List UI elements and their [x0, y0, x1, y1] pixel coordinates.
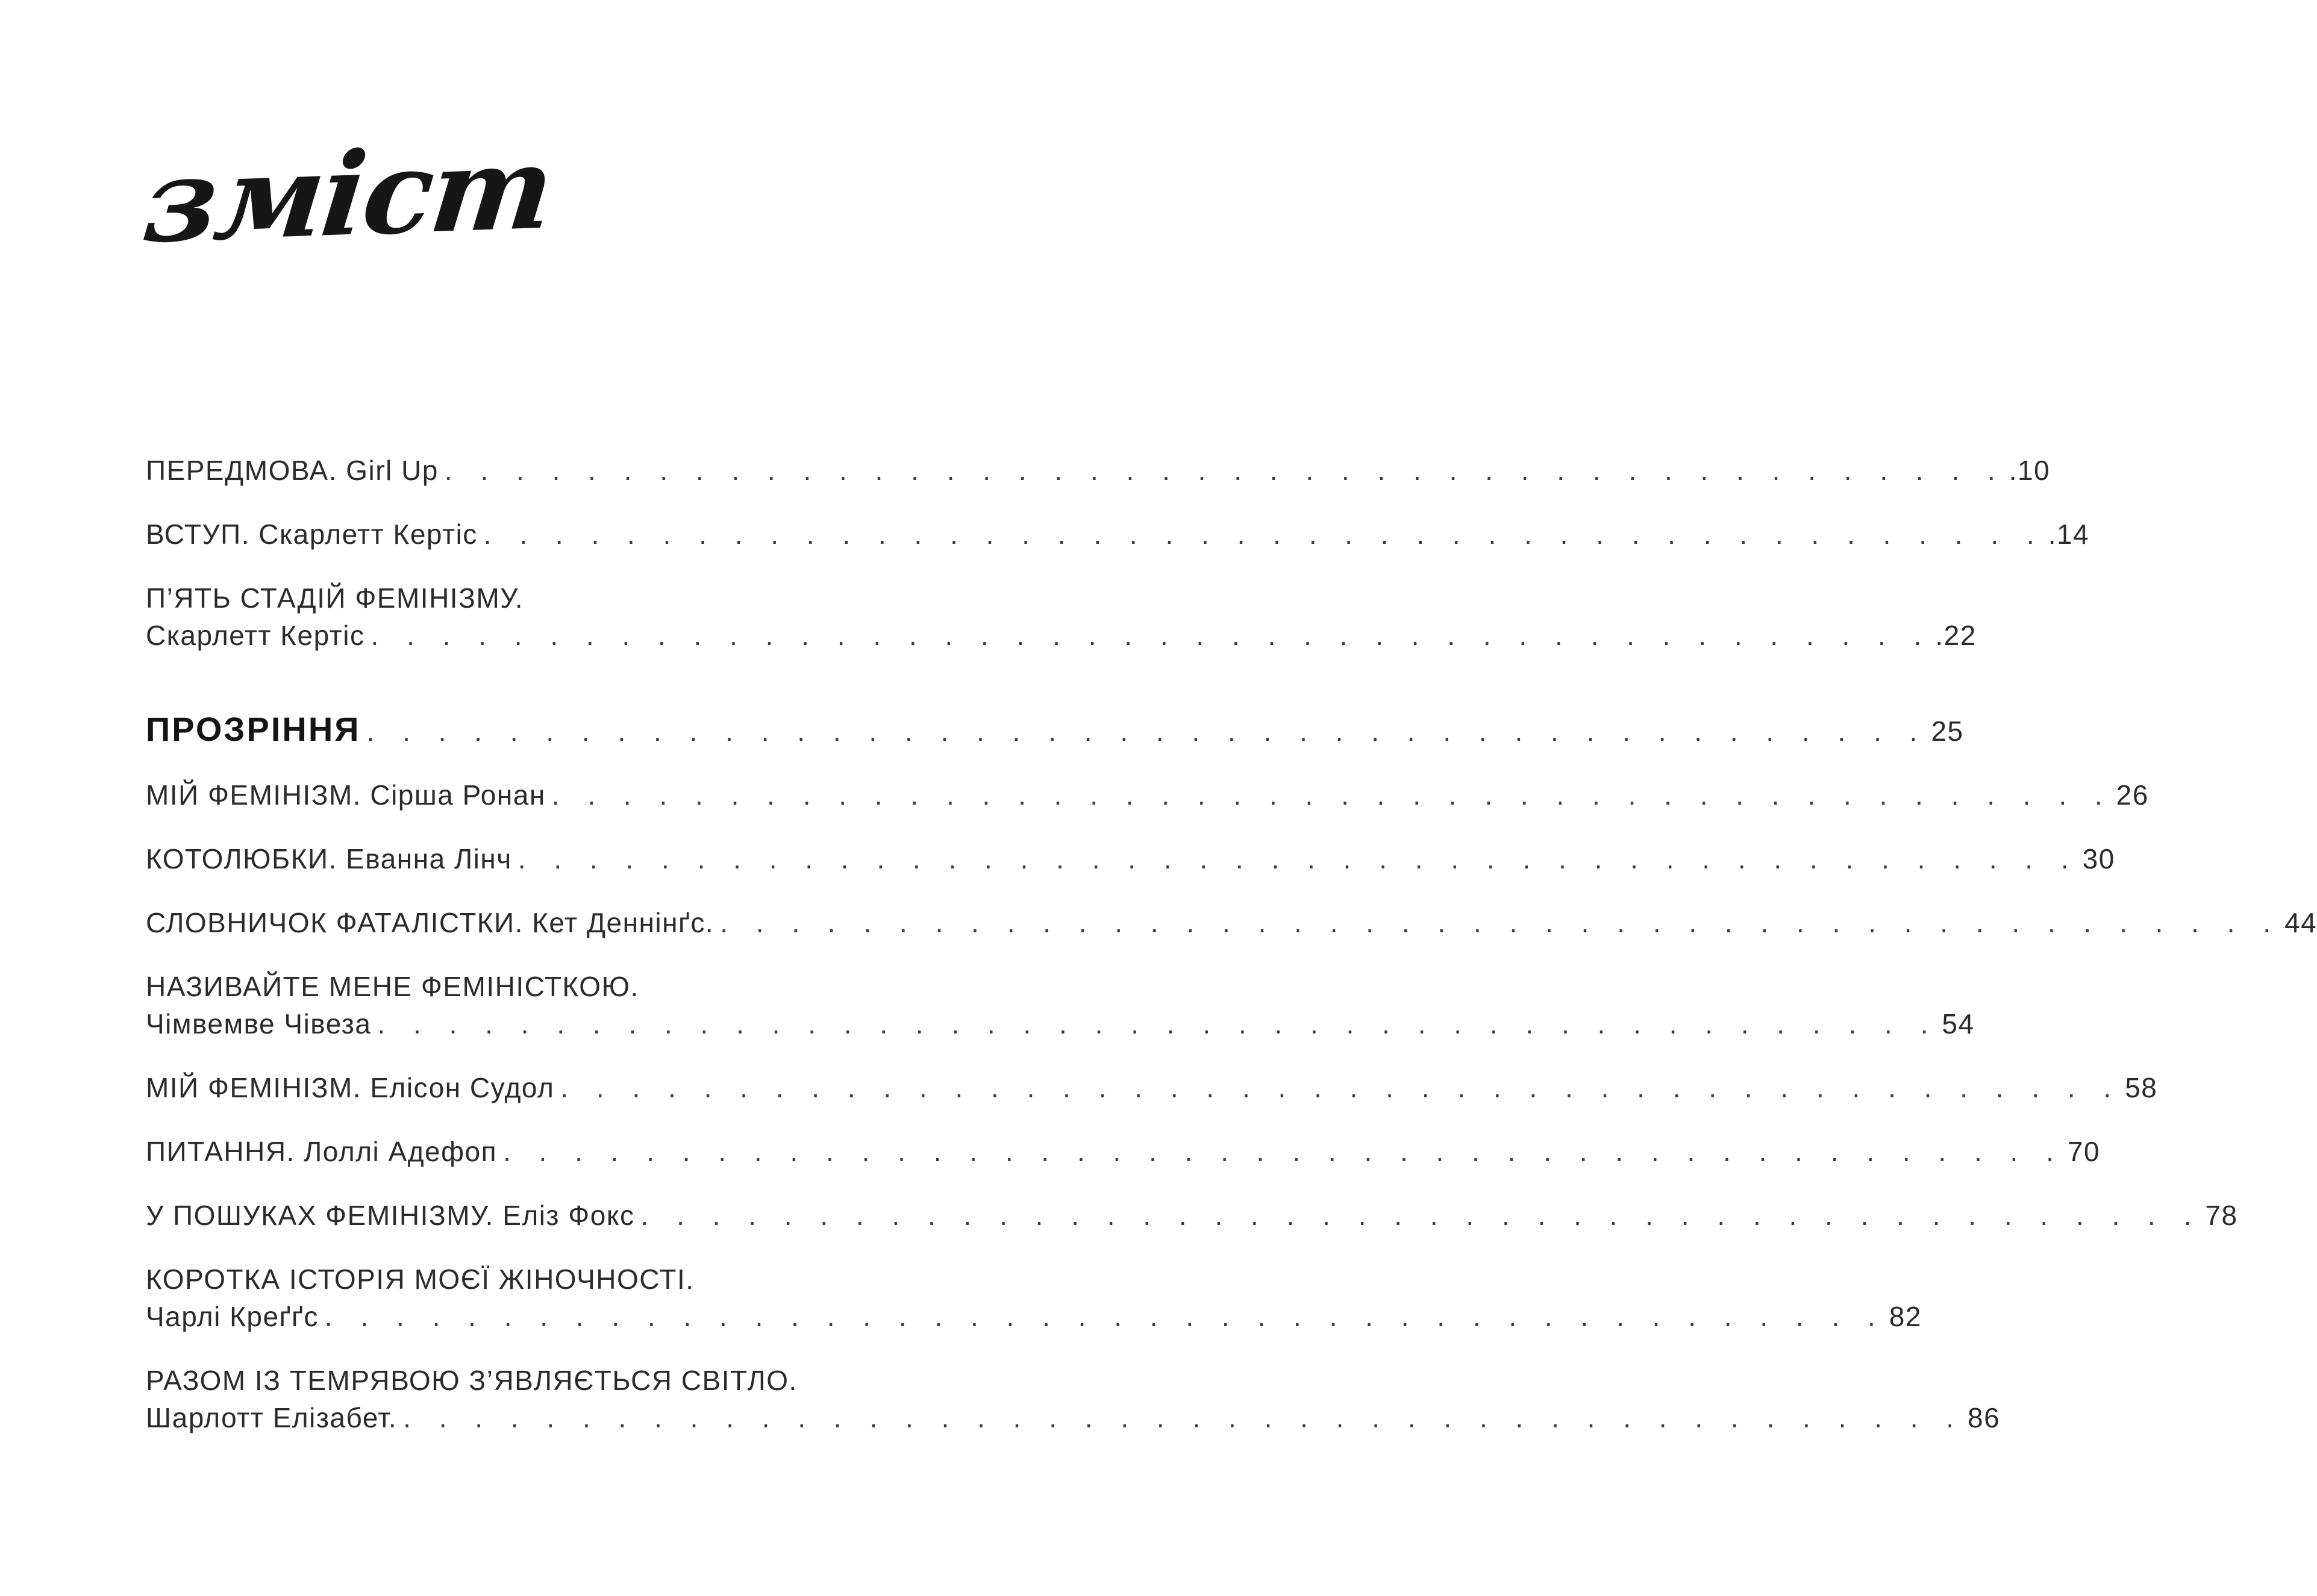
toc-entry[interactable]: [146, 1261, 1922, 1335]
toc-entry[interactable]: [146, 1133, 2101, 1170]
dot-leader: . . . . . . . . . . . . . . . . . . . . . . . . . . . . . . . . . . . . . . . . . . . .: [366, 715, 1928, 747]
dot-leader: . . . . . . . . . . . . . . . . . . . . . . . . . . . . . . . . . . . . . . . . . . . .: [324, 1301, 1886, 1332]
toc-entry[interactable]: [146, 452, 2051, 489]
toc-page-number: 54: [1942, 1008, 1975, 1040]
toc-page-number: .14: [2048, 519, 2090, 550]
toc-page-number: 26: [2116, 779, 2149, 811]
toc-entry[interactable]: [146, 1069, 2158, 1106]
toc-page-number: .22: [1935, 620, 1977, 651]
toc-entry-title: МІЙ ФЕМІНІЗМ. Елісон Судол: [146, 1072, 555, 1103]
toc-entry[interactable]: [146, 968, 1975, 1043]
toc-page-number: 70: [2067, 1136, 2101, 1167]
toc-entry-title: У ПОШУКАХ ФЕМІНІЗМУ. Еліз Фокс: [146, 1200, 635, 1231]
toc-entry-title: НАЗИВАЙТЕ МЕНЕ ФЕМІНІСТКОЮ.: [146, 971, 639, 1002]
page-title: зміст: [137, 120, 558, 269]
table-of-contents: [146, 452, 2317, 1463]
dot-leader: . . . . . . . . . . . . . . . . . . . . . . . . . . . . . . . . . . . . . . . . . . . .: [444, 455, 2006, 486]
toc-entry[interactable]: [146, 840, 2115, 877]
toc-page-number: 25: [1931, 715, 1964, 747]
toc-page-number: 30: [2082, 843, 2115, 874]
dot-leader: . . . . . . . . . . . . . . . . . . . . . . . . . . . . . . . . . . . . . . . . . . . .: [517, 843, 2079, 874]
dot-leader: . . . . . . . . . . . . . . . . . . . . . . . . . . . . . . . . . . . . . . . . . . . .: [560, 1072, 2122, 1103]
dot-leader: . . . . . . . . . . . . . . . . . . . . . . . . . . . . . . . . . . . . . . . . . . . .: [377, 1008, 1939, 1040]
toc-page-number: 44: [2284, 907, 2317, 938]
toc-page-number: 86: [1968, 1402, 2001, 1433]
toc-entry[interactable]: [146, 1197, 2238, 1234]
toc-page-number: 82: [1889, 1301, 1922, 1332]
dot-leader: . . . . . . . . . . . . . . . . . . . . . . . . . . . . . . . . . . . . . . . . . . . .: [502, 1136, 2064, 1167]
dot-leader: . . . . . . . . . . . . . . . . . . . . . . . . . . . . . . . . . . . . . . . . . . . .: [371, 620, 1932, 651]
toc-entry-title: МІЙ ФЕМІНІЗМ. Сірша Ронан: [146, 779, 546, 811]
toc-entry-author: Чарлі Креґґс: [146, 1301, 319, 1332]
toc-page-number: 78: [2205, 1200, 2238, 1231]
toc-entry-title: КОТОЛЮБКИ. Еванна Лінч: [146, 843, 512, 874]
toc-section-heading[interactable]: [146, 710, 1964, 750]
dot-leader: . . . . . . . . . . . . . . . . . . . . . . . . . . . . . . . . . . . . . . . . . . . .: [551, 779, 2113, 811]
toc-page-number: .10: [2009, 455, 2051, 486]
toc-entry-title: КОРОТКА ІСТОРІЯ МОЄЇ ЖІНОЧНОСТІ.: [146, 1264, 695, 1295]
toc-entry-title: ВСТУП. Скарлетт Кертіс: [146, 519, 478, 550]
toc-entry-title: СЛОВНИЧОК ФАТАЛІСТКИ. Кет Деннінґс.: [146, 907, 714, 938]
toc-page-number: 58: [2125, 1072, 2158, 1103]
dot-leader: . . . . . . . . . . . . . . . . . . . . . . . . . . . . . . . . . . . . . . . . . . . .: [483, 519, 2045, 550]
toc-entry[interactable]: [146, 1362, 2001, 1436]
toc-entry[interactable]: [146, 904, 2317, 941]
dot-leader: . . . . . . . . . . . . . . . . . . . . . . . . . . . . . . . . . . . . . . . . . . . .: [640, 1200, 2202, 1231]
toc-entry-title: ПЕРЕДМОВА. Girl Up: [146, 455, 439, 486]
section-title: ПРОЗРІННЯ: [146, 710, 361, 748]
toc-entry[interactable]: [146, 579, 1977, 654]
toc-entry-author: Скарлетт Кертіс: [146, 620, 365, 651]
toc-entry-title: РАЗОМ ІЗ ТЕМРЯВОЮ З’ЯВЛЯЄТЬСЯ СВІТЛО.: [146, 1365, 798, 1396]
dot-leader: . . . . . . . . . . . . . . . . . . . . . . . . . . . . . . . . . . . . . . . . . . . .: [403, 1402, 1965, 1433]
toc-entry[interactable]: [146, 776, 2149, 814]
toc-entry[interactable]: [146, 516, 2090, 553]
toc-entry-author: Чімвемве Чівеза: [146, 1008, 372, 1040]
toc-entry-title: ПИТАННЯ. Лоллі Адефоп: [146, 1136, 497, 1167]
dot-leader: . . . . . . . . . . . . . . . . . . . . . . . . . . . . . . . . . . . . . . . . . . . .: [720, 907, 2281, 938]
toc-entry-author: Шарлотт Елізабет.: [146, 1402, 398, 1433]
toc-entry-title: П’ЯТЬ СТАДІЙ ФЕМІНІЗМУ.: [146, 582, 524, 614]
